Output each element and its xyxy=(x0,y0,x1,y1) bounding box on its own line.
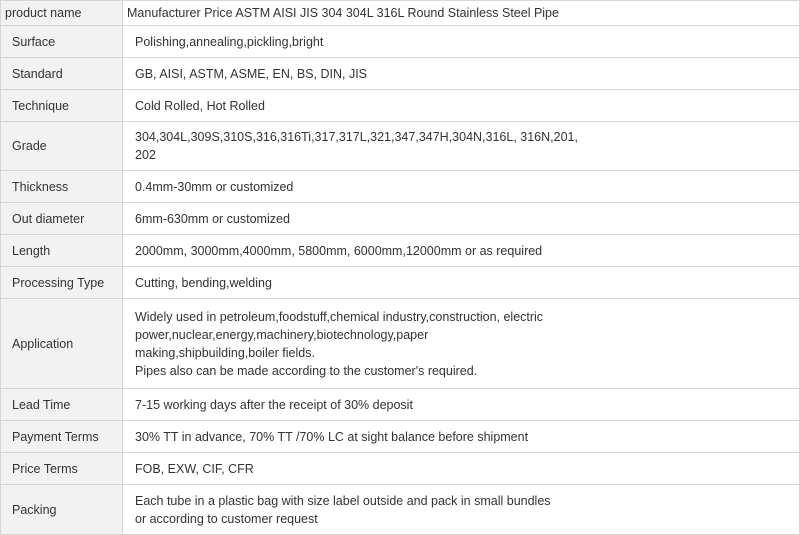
row-label xyxy=(1,235,123,267)
row-label-text: Lead Time xyxy=(12,397,71,412)
row-label xyxy=(1,267,123,299)
row-value-line: making,shipbuilding,boiler fields. xyxy=(135,345,315,360)
row-label-text: Out diameter xyxy=(12,211,85,226)
table-row-thickness xyxy=(1,171,800,203)
row-value-line: Widely used in petroleum,foodstuff,chemical industry,construction, electric xyxy=(135,309,544,324)
table-row-surface xyxy=(1,26,800,58)
row-value-line: Each tube in a plastic bag with size label outside and pack in small bundles xyxy=(135,493,551,508)
row-value-line: Polishing,annealing,pickling,bright xyxy=(135,34,324,49)
row-value xyxy=(123,26,800,58)
row-value xyxy=(123,267,800,299)
row-value xyxy=(123,122,800,171)
row-label-text: Application xyxy=(12,336,74,351)
row-value-line: FOB, EXW, CIF, CFR xyxy=(135,461,254,476)
row-value-line: 7-15 working days after the receipt of 30% deposit xyxy=(135,397,413,412)
row-label xyxy=(1,203,123,235)
row-label xyxy=(1,1,123,26)
row-label-text: Grade xyxy=(12,139,47,153)
row-label xyxy=(1,26,123,58)
table-row-standard xyxy=(1,58,800,90)
row-value-line: power,nuclear,energy,machinery,biotechnology,paper xyxy=(135,327,429,342)
row-value xyxy=(123,389,800,421)
row-value xyxy=(123,453,800,485)
row-value xyxy=(123,299,800,389)
row-value-line: Manufacturer Price ASTM AISI JIS 304 304L 316L Round Stainless Steel Pipe xyxy=(127,6,559,20)
table-row-packing xyxy=(1,485,800,535)
row-label xyxy=(1,485,123,535)
row-label xyxy=(1,389,123,421)
row-value xyxy=(123,1,800,26)
row-label-text: Processing Type xyxy=(12,275,105,290)
row-value xyxy=(123,171,800,203)
table-row-out-diameter xyxy=(1,203,800,235)
row-value-line: or according to customer request xyxy=(135,511,318,526)
row-label xyxy=(1,90,123,122)
table-row-length xyxy=(1,235,800,267)
table-row-price-terms xyxy=(1,453,800,485)
row-label-text: Standard xyxy=(12,66,63,81)
row-value xyxy=(123,421,800,453)
table-row-lead-time xyxy=(1,389,800,421)
row-label xyxy=(1,453,123,485)
row-value-line: Pipes also can be made according to the customer's required. xyxy=(135,363,478,378)
table-row-application xyxy=(1,299,800,389)
row-value xyxy=(123,485,800,535)
row-label xyxy=(1,122,123,171)
row-value-line: 202 xyxy=(135,148,156,162)
row-label-text: Length xyxy=(12,243,51,258)
row-label xyxy=(1,421,123,453)
row-value-line: GB, AISI, ASTM, ASME, EN, BS, DIN, JIS xyxy=(135,66,368,81)
row-label xyxy=(1,171,123,203)
row-label-text: Surface xyxy=(12,34,56,49)
row-value-line: 0.4mm-30mm or customized xyxy=(135,179,294,194)
row-label-text: Price Terms xyxy=(12,461,78,476)
row-value-line: Cutting, bending,welding xyxy=(135,275,272,290)
row-label-text: Packing xyxy=(12,502,57,517)
row-value-line: 2000mm, 3000mm,4000mm, 5800mm, 6000mm,12000mm or as required xyxy=(135,243,543,258)
row-label-text: Thickness xyxy=(12,179,69,194)
table-row-grade xyxy=(1,122,800,171)
table-row-technique xyxy=(1,90,800,122)
row-label-text: Payment Terms xyxy=(12,429,99,444)
row-value xyxy=(123,90,800,122)
row-label xyxy=(1,299,123,389)
row-value-line: Cold Rolled, Hot Rolled xyxy=(135,98,265,113)
row-value xyxy=(123,203,800,235)
table-row-processing-type xyxy=(1,267,800,299)
row-value xyxy=(123,58,800,90)
row-value-line: 30% TT in advance, 70% TT /70% LC at sight balance before shipment xyxy=(135,429,529,444)
row-label-text: Technique xyxy=(12,98,69,113)
row-label-text: product name xyxy=(5,6,82,20)
table-row-payment-terms xyxy=(1,421,800,453)
row-value-line: 304,304L,309S,310S,316,316Ti,317,317L,321,347,347H,304N,316L, 316N,201, xyxy=(135,130,578,144)
row-value-line: 6mm-630mm or customized xyxy=(135,211,290,226)
table-row-product-name xyxy=(1,1,800,26)
row-label xyxy=(1,58,123,90)
row-value xyxy=(123,235,800,267)
